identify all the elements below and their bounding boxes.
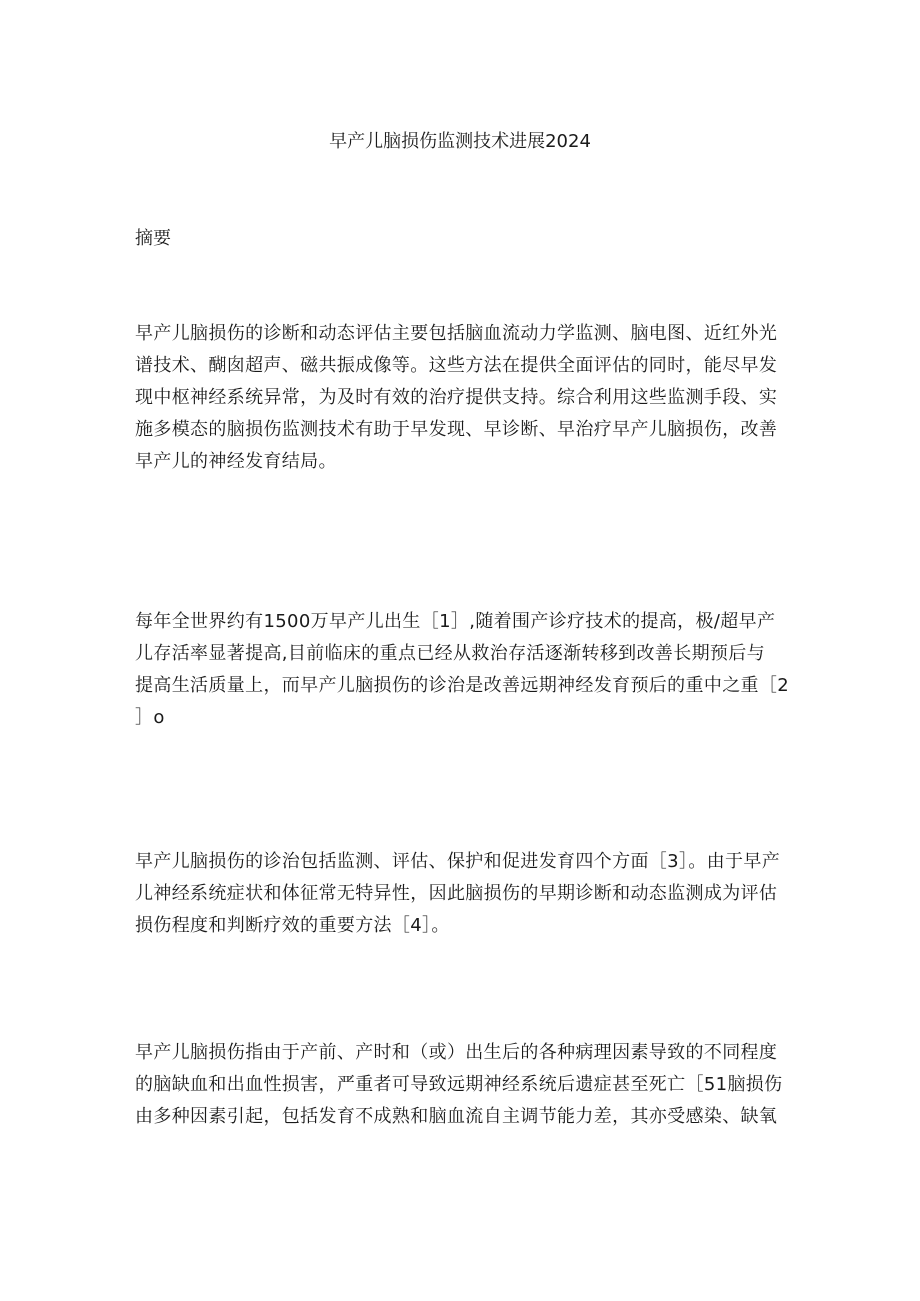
paragraph-line: 早产儿脑损伤指由于产前、产时和（或）出生后的各种病理因素导致的不同程度	[135, 1042, 778, 1063]
paragraph-diagnosis-treatment	[135, 846, 795, 942]
paragraph-line: 的脑缺血和出血性损害，严重者可导致远期神经系统后遗症甚至死亡［51脑损伤	[135, 1074, 783, 1095]
paragraph-line: 早产儿的神经发育结局。	[135, 451, 337, 472]
paragraph-line: 儿神经系统症状和体征常无特异性，因此脑损伤的早期诊断和动态监测成为评估	[135, 883, 778, 904]
paragraph-line: 施多模态的脑损伤监测技术有助于早发现、早诊断、早治疗早产儿脑损伤，改善	[135, 419, 778, 440]
paragraph-line: 谱技术、醐囱超声、磁共振成像等。这些方法在提供全面评估的同时，能尽早发	[135, 355, 778, 376]
paragraph-line: 由多种因素引起，包括发育不成熟和脑血流自主调节能力差，其亦受感染、缺氧	[135, 1106, 778, 1127]
paragraph-line: 儿存活率显著提高,目前临床的重点已经从救治存活逐渐转移到改善长期预后与	[135, 643, 765, 664]
document-title: 早产儿脑损伤监测技术进展2024	[329, 131, 591, 152]
paragraph-line: 每年全世界约有1500万早产儿出生［1］,随着围产诊疗技术的提高，极/超早产	[135, 611, 776, 632]
paragraph-line: 早产儿脑损伤的诊治包括监测、评估、保护和促进发育四个方面［3］。由于早产	[135, 851, 781, 872]
paragraph-preterm-births	[135, 606, 795, 734]
paragraph-line: 早产儿脑损伤的诊断和动态评估主要包括脑血流动力学监测、脑电图、近红外光	[135, 323, 778, 344]
paragraph-line: 提高生活质量上，而早产儿脑损伤的诊治是改善远期神经发育预后的重中之重［2	[135, 675, 790, 696]
paragraph-line: ］o	[135, 707, 165, 728]
paragraph-line: 损伤程度和判断疗效的重要方法［4］。	[135, 915, 450, 936]
paragraph-line: 现中枢神经系统异常，为及时有效的治疗提供支持。综合利用这些监测手段、实	[135, 387, 778, 408]
abstract-heading: 摘要	[135, 228, 171, 249]
paragraph-abstract	[135, 318, 795, 478]
paragraph-brain-injury-definition	[135, 1037, 795, 1133]
